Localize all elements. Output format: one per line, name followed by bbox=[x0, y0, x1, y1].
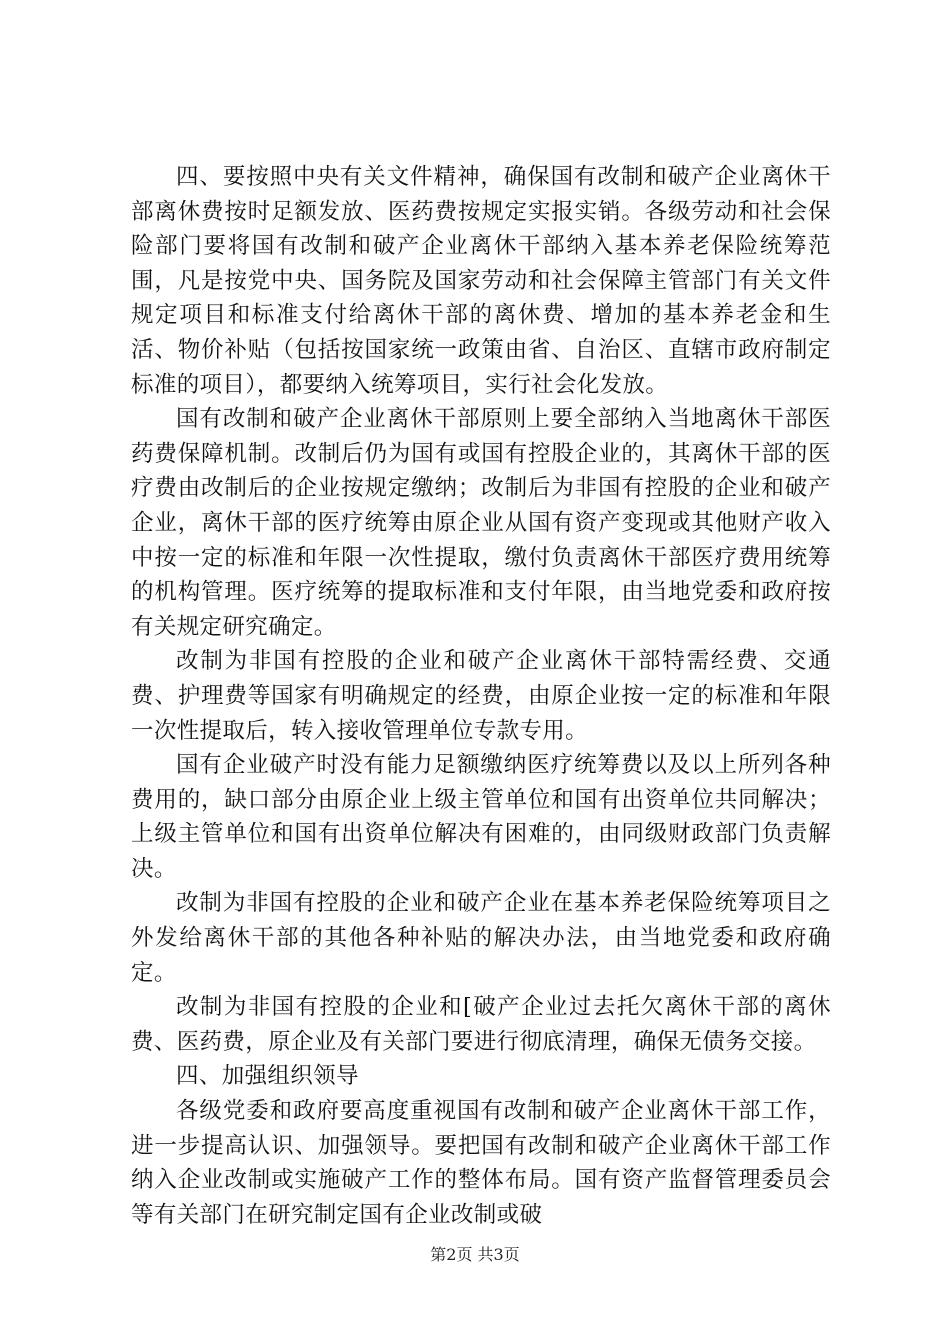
section-heading: 四、加强组织领导 bbox=[176, 1063, 359, 1090]
paragraph-7: 各级党委和政府要高度重视国有改制和破产企业离休干部工作，进一步提高认识、加强领导。要把国有改制和破产企业离休干部工作纳入企业改制或实施破产工作的整体布局。国有资产监督管理委员会等有关部门在研究制定国有企业改制或破 bbox=[131, 1098, 831, 1228]
paragraph-4: 国有企业破产时没有能力足额缴纳医疗统筹费以及以上所列各种费用的，缺口部分由原企业上级主管单位和国有出资单位共同解决；上级主管单位和国有出资单位解决有困难的，由同级财政部门负责解决。 bbox=[131, 752, 831, 882]
paragraph-5: 改制为非国有控股的企业和破产企业在基本养老保险统筹项目之外发给离休干部的其他各种补贴的解决办法，由当地党委和政府确定。 bbox=[131, 890, 831, 986]
page-number-footer: 第2页 共3页 bbox=[430, 1245, 520, 1264]
paragraph-3: 改制为非国有控股的企业和破产企业离休干部特需经费、交通费、护理费等国家有明确规定的经费，由原企业按一定的标准和年限一次性提取后，转入接收管理单位专款专用。 bbox=[131, 648, 831, 744]
paragraph-1: 四、要按照中央有关文件精神，确保国有改制和破产企业离休干部离休费按时足额发放、医药费按规定实报实销。各级劳动和社会保险部门要将国有改制和破产企业离休干部纳入基本养老保险统筹范围，凡是按党中央、国务院及国家劳动和社会保障主管部门有关文件规定项目和标准支付给离休干部的离休费、增加的基本养老金和生活、物价补贴（包括按国家统一政策由省、自治区、直辖市政府制定标准的项目），都要纳入统筹项目，实行社会化发放。 bbox=[131, 164, 831, 398]
document-body bbox=[131, 160, 831, 1232]
paragraph-6: 改制为非国有控股的企业和[破产企业过去托欠离休干部的离休费、医药费，原企业及有关部门要进行彻底清理，确保无债务交接。 bbox=[131, 994, 831, 1055]
paragraph-2: 国有改制和破产企业离休干部原则上要全部纳入当地离休干部医药费保障机制。改制后仍为国有或国有控股企业的，其离休干部的医疗费由改制后的企业按规定缴纳；改制后为非国有控股的企业和破产企业，离休干部的医疗统筹由原企业从国有资产变现或其他财产收入中按一定的标准和年限一次性提取，缴付负责离休干部医疗费用统筹的机构管理。医疗统筹的提取标准和支付年限，由当地党委和政府按有关规定研究确定。 bbox=[131, 406, 831, 640]
